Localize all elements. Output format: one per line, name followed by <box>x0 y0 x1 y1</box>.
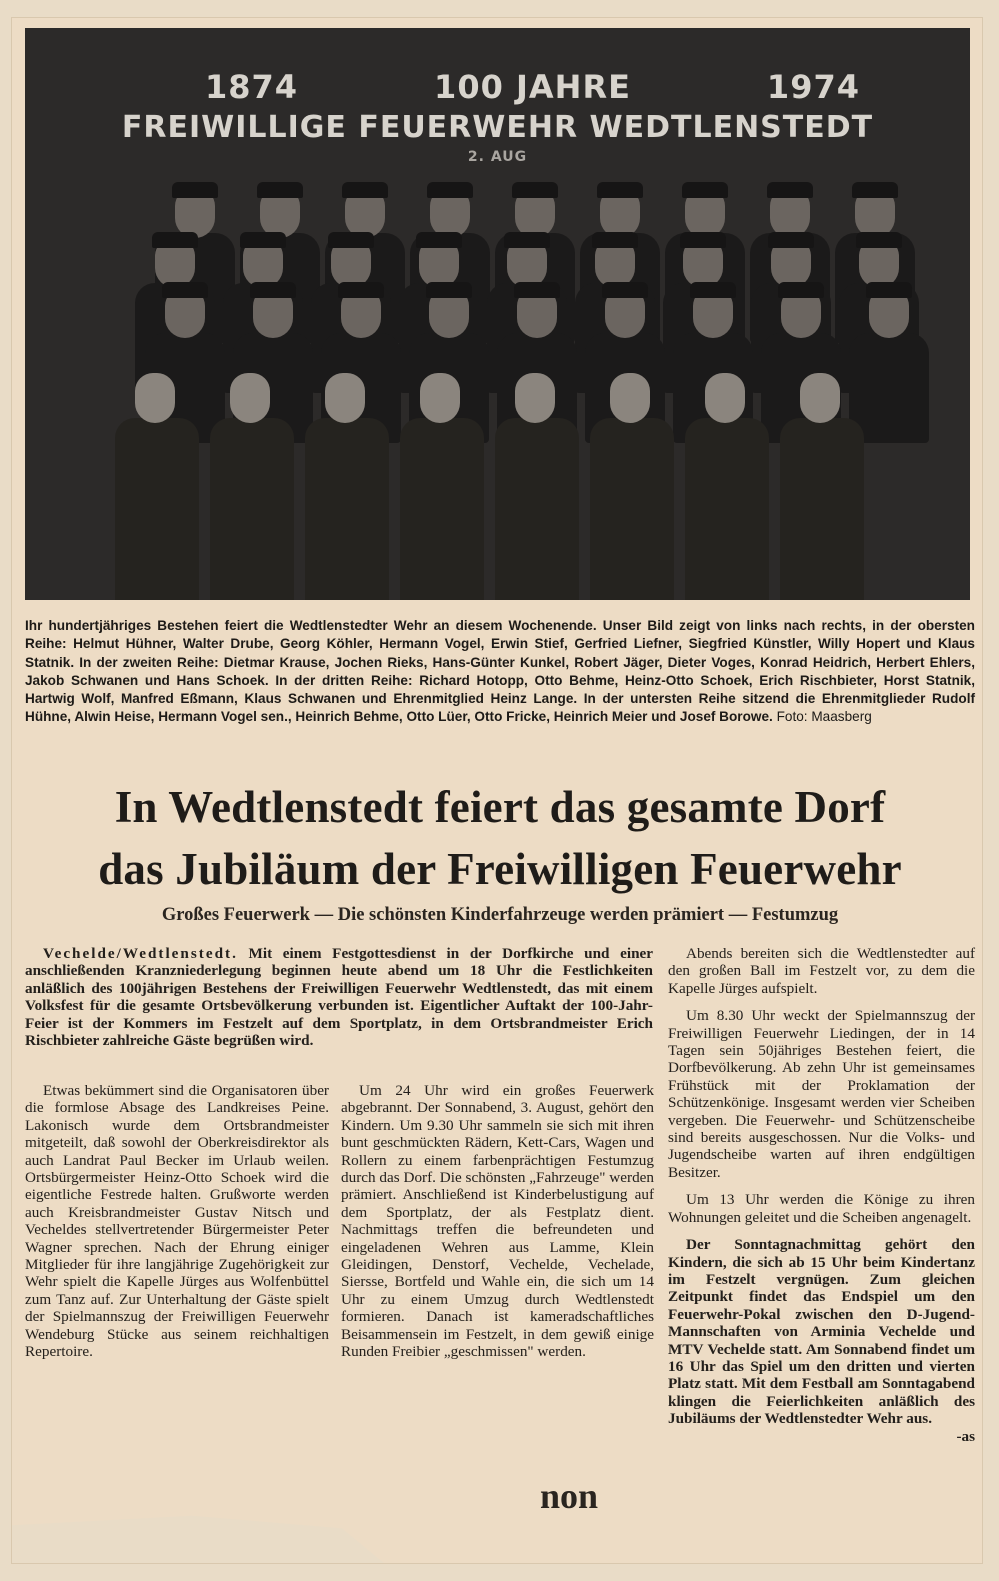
person-silhouette <box>590 418 674 600</box>
uniform-cap <box>416 232 462 248</box>
person-head <box>515 373 555 423</box>
person-silhouette <box>685 418 769 600</box>
person-head <box>230 373 270 423</box>
person-head <box>705 373 745 423</box>
uniform-cap <box>682 182 728 198</box>
article-column-1 <box>25 1082 329 1371</box>
author-sign: -as <box>956 1427 975 1445</box>
uniform-cap <box>778 282 824 298</box>
banner-year-left: 1874 <box>205 68 299 106</box>
uniform-cap <box>602 282 648 298</box>
paragraph: Um 8.30 Uhr weckt der Spielmannszug der Freiwilligen Feuerwehr Liedingen, der in 14 Tagen sein 50jähriges Bestehen feiert, die Dorfbevölkerung. Ab zehn Uhr ist gemeinsames Frühstück mit der Proklamation der Schützenkönige. Insgesamt werden vier Scheiben vergeben. Die Feuerwehr- und Schützenscheibe sind bereits ausgeschossen. Nur die Volks- und Jugendscheibe warten auf ihren endgültigen Besitzer. <box>668 1007 975 1181</box>
person-head <box>610 373 650 423</box>
uniform-cap <box>152 232 198 248</box>
uniform-cap <box>767 182 813 198</box>
dateline: Vechelde/Wedtlenstedt. <box>43 945 238 962</box>
photo-banner <box>25 68 970 165</box>
photo-caption <box>25 617 975 727</box>
uniform-cap <box>597 182 643 198</box>
article-subheadline: Großes Feuerwerk — Die schönsten Kinderfahrzeuge werden prämiert — Festumzug <box>161 905 839 925</box>
article-column-3 <box>668 945 975 1445</box>
uniform-cap <box>592 232 638 248</box>
photo-credit: Foto: Maasberg <box>776 709 872 725</box>
person-silhouette <box>400 418 484 600</box>
uniform-cap <box>856 232 902 248</box>
uniform-cap <box>514 282 560 298</box>
group-photo <box>25 28 970 600</box>
torn-text-fragment: non <box>540 1476 599 1516</box>
banner-jubilee: 100 JAHRE <box>434 68 631 106</box>
uniform-cap <box>257 182 303 198</box>
uniform-cap <box>172 182 218 198</box>
uniform-cap <box>250 282 296 298</box>
uniform-cap <box>427 182 473 198</box>
person-silhouette <box>495 418 579 600</box>
firefighter-group <box>115 178 935 588</box>
uniform-cap <box>690 282 736 298</box>
article-intro <box>25 945 653 1059</box>
person-silhouette <box>780 418 864 600</box>
person-head <box>325 373 365 423</box>
person-head <box>135 373 175 423</box>
paragraph: Um 13 Uhr werden die Könige zu ihren Wohnungen geleitet und die Scheiben angenagelt. <box>668 1191 975 1226</box>
banner-date: 2. AUG <box>467 149 528 165</box>
banner-title: FREIWILLIGE FEUERWEHR WEDTLENSTEDT <box>121 110 874 145</box>
person-silhouette <box>305 418 389 600</box>
headline-line-2: das Jubiläum der Freiwilligen Feuerwehr <box>98 844 902 894</box>
person-head <box>420 373 460 423</box>
paragraph: Etwas bekümmert sind die Organisatoren über die formlose Absage des Landkreises Peine. Lakonisch wurde dem Ortsbrandmeister mitgeteilt, daß sowohl der Oberkreisdirektor als auch Landrat Paul Becker im Urlaub weilen. Ortsbürgermeister Heinz-Otto Schoek wird die eigentliche Festrede halten. Grußworte werden auch Kreisbrandmeister Gustav Nitsch und Vecheldes stellvertretender Bürgermeister Peter Wagner sprechen. Nach der Ehrung einiger Mitglieder für ihre langjährige Zugehörigkeit zur Wehr spielt die Kapelle Jürges aus Wolfenbüttel zum Tanz auf. Zur Unterhaltung der Gäste spielt der Spielmannszug der Freiwilligen Feuerwehr Wendeburg Stücke aus seinem reichhaltigen Repertoire. <box>25 1082 329 1361</box>
article-column-2 <box>341 1082 654 1371</box>
paragraph: Abends bereiten sich die Wedtlenstedter auf den großen Ball im Festzelt vor, zu dem die Kapelle Jürges aufspielt. <box>668 945 975 997</box>
uniform-cap <box>328 232 374 248</box>
paragraph: Der Sonntagnachmittag gehört den Kindern, die sich ab 15 Uhr beim Kindertanz im Festzelt vergnügen. Zum gleichen Zeitpunkt findet das Endspiel um den Feuerwehr-Pokal zwischen den D-Jugend-Mannschaften von Arminia Vechelde und MTV Vechelde statt. Am Sonnabend findet um 16 Uhr das Spiel um den dritten und vierten Platz statt. Mit dem Festball am Sonntagabend klingen die Feierlichkeiten anläßlich des Jubiläums der Wedtlenstedter Wehr aus. <box>668 1236 975 1428</box>
paragraph: Um 24 Uhr wird ein großes Feuerwerk abgebrannt. Der Sonnabend, 3. August, gehört den Kindern. Um 9.30 Uhr sammeln sie sich mit ihren bunt geschmückten Rädern, Kett-Cars, Wagen und Rollern zu einem farbenprächtigen Festumzug durch das Dorf. Die schönsten „Fahrzeuge" werden prämiert. Anschließend ist Kinderbelustigung auf dem Sportplatz, der als Festplatz dient. Nachmittags treffen die befreundeten und eingeladenen Wehren aus Lamme, Klein Gleidingen, Denstorf, Vechelde, Vechelade, Siersse, Bortfeld und Wahle ein, die sich um 14 Uhr zu einem Umzug durch Wedtlenstedt formieren. Danach ist kameradschaftliches Beisammensein im Festzelt, in dem gewiß einige Runden Freibier „geschmissen" werden. <box>341 1082 654 1361</box>
caption-text: Ihr hundertjähriges Bestehen feiert die Wedtlenstedter Wehr an diesem Wochenende. Unser Bild zeigt von links nach rechts, in der obersten Reihe: Helmut Hühner, Walter Drube, Georg Köhler, Hermann Vogel, Erwin Stief, Gerfried Liefner, Siegfried Künstler, Willy Hopert und Klaus Statnik. In der zweiten Reihe: Dietmar Krause, Jochen Rieks, Hans-Günter Kunkel, Robert Jäger, Dieter Voges, Konrad Heidrich, Herbert Ehlers, Jakob Schwanen und Hans Schoek. In der dritten Reihe: Richard Hotopp, Otto Behme, Heinz-Otto Schoek, Erich Rischbieter, Horst Statnik, Hartwig Wolf, Manfred Eßmann, Klaus Schwanen und Ehrenmitglied Heinz Lange. In der untersten Reihe sitzend die Ehrenmitglieder Rudolf Hühne, Alwin Heise, Hermann Vogel sen., Heinrich Behme, Otto Lüer, Otto Fricke, Heinrich Meier und Josef Borowe. <box>25 618 975 725</box>
intro-text: Mit einem Festgottesdienst in der Dorfkirche und einer anschließenden Kranzniederlegung beginnen heute abend um 18 Uhr die Festlichkeiten anläßlich des 100jährigen Bestehens der Freiwilligen Feuerwehr Wedtlenstedt, das mit einem Volksfest für die gesamte Ortsbevölkerung verbunden ist. Eigentlicher Auftakt der 100-Jahr-Feier ist der Kommers im Festzelt auf dem Sportplatz, in dem Ortsbrandmeister Erich Rischbieter zahlreiche Gäste begrüßen wird. <box>25 945 653 1050</box>
uniform-cap <box>426 282 472 298</box>
uniform-cap <box>240 232 286 248</box>
uniform-cap <box>504 232 550 248</box>
person-head <box>800 373 840 423</box>
uniform-cap <box>342 182 388 198</box>
uniform-cap <box>852 182 898 198</box>
uniform-cap <box>768 232 814 248</box>
uniform-cap <box>866 282 912 298</box>
article-headline <box>25 776 975 900</box>
banner-year-right: 1974 <box>766 68 860 106</box>
uniform-cap <box>162 282 208 298</box>
uniform-cap <box>680 232 726 248</box>
person-silhouette <box>210 418 294 600</box>
person-silhouette <box>115 418 199 600</box>
headline-line-1: In Wedtlenstedt feiert das gesamte Dorf <box>114 782 886 832</box>
uniform-cap <box>512 182 558 198</box>
uniform-cap <box>338 282 384 298</box>
